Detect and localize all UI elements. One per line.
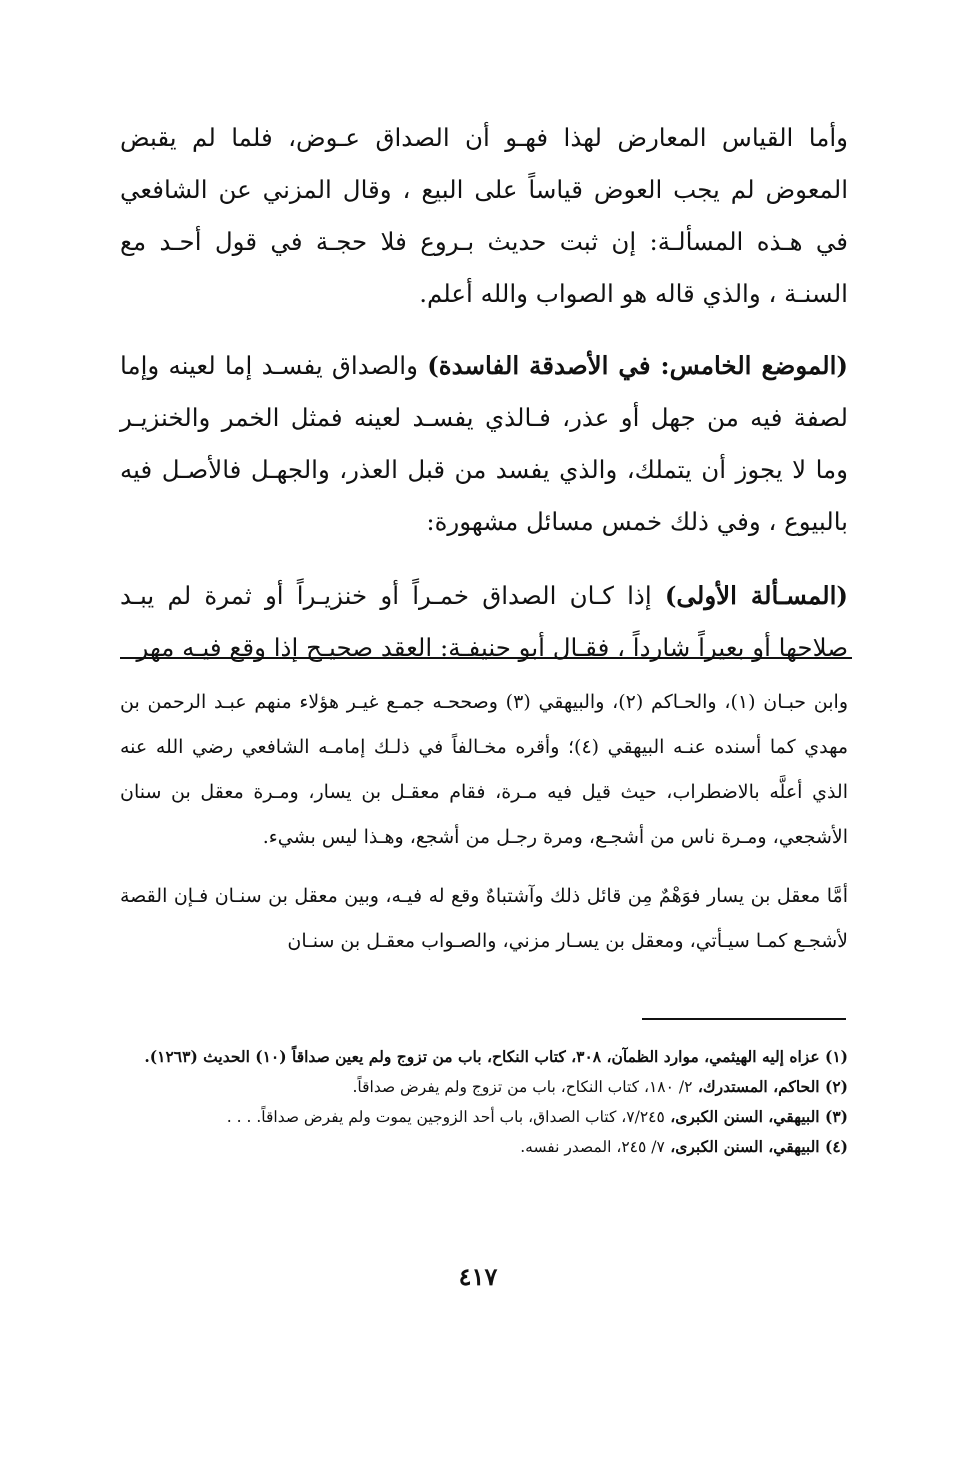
footnote-4 bbox=[120, 1132, 848, 1162]
main-divider bbox=[120, 657, 852, 659]
paragraph-analogy: وأما القياس المعارض لهذا فهـو أن الصداق عـوض، فلما لم يقبض المعوض لم يجب العوض قياساً على البيع ، وقال المزني عن الشافعي في هـذه المسألـة: إن ثبت حديث بـروع فلا حجـة في قول أحـد مع السنـة ، والذي قاله هو الصواب والله أعلم. bbox=[120, 123, 848, 308]
paragraph-fifth-topic bbox=[120, 340, 848, 548]
commentary-text bbox=[120, 680, 848, 978]
footnote-4-source: (٤) البيهقي، السنن الكبرى، bbox=[664, 1137, 848, 1156]
footnote-3 bbox=[120, 1102, 848, 1132]
footnote-2 bbox=[120, 1072, 848, 1102]
commentary-paragraph-2: أمَّا معقل بن يسار فوَهْمٌ مِن قائل ذلك وآشتباهٌ وقع له فيـه، وبين معقل بن سنـان فـإن القصة لأشجـع كمـا سيـأتي، ومعقل بن يسـار مزني، والصـواب معقـل بن سنـان bbox=[120, 885, 848, 952]
footnote-2-detail: ٢/ ١٨٠، كتاب النكاح، باب من تزوج ولم يفرض صداقاً. bbox=[352, 1078, 693, 1096]
heading-first-issue: (المسـألة الأولى) bbox=[664, 581, 849, 610]
paragraph-fifth-topic-body: والصداق يفسـد إما لعينه وإما لصفة فيه من جهل أو عذر، فـالذي يفسـد لعينه فمثل الخمر والخنزيـر وما لا يجوز أن يتملك، والذي يفسد من قبل العذر، والجهـل فالأصـل فيه بالبيوع ، وفي ذلك خمس مسائل مشهورة: bbox=[120, 351, 848, 536]
page-number: ٤١٧ bbox=[458, 1262, 498, 1291]
commentary-paragraph-1: وابن حبـان (١)، والحـاكم (٢)، والبيهقي (٣) وصححـه جمـع غيـر هؤلاء منهم عبـد الرحمن بن مهدي كما أسنده عنـه البيهقي (٤)؛ وأقره مخـالفاً في ذلـك إمامـه الشافعي رضي الله عنه الذي أعلَّه بالاضطراب، حيث قيل فيه مـرة، فقام معقـل بن يسار، ومـرة معقل بن سنان الأشجعي، ومـرة ناس من أشجـع، ومرة رجـل من أشجع، وهـذا ليس بشيء. bbox=[120, 691, 849, 848]
heading-fifth-topic: (الموضع الخامس: في الأصدقة الفاسدة) bbox=[427, 351, 849, 380]
footnote-2-source: (٢) الحاكم، المستدرك، bbox=[692, 1077, 848, 1096]
footnote-divider bbox=[642, 1018, 846, 1020]
footnote-4-detail: ٧/ ٢٤٥، المصدر نفسه. bbox=[520, 1138, 665, 1156]
main-text bbox=[120, 112, 848, 696]
paragraph-first-issue-body: إذا كـان الصداق خمـراً أو خنزيـراً أو ثمرة لم يبـد صلاحها أو بعيراً شارداً ، فقـال أبو حنيفـة: العقد صحيـح إذا وقع فيـه مهر bbox=[120, 581, 848, 662]
footnotes bbox=[120, 1042, 848, 1162]
footnote-3-source: (٣) البيهقي، السنن الكبرى، bbox=[664, 1107, 848, 1126]
footnote-1: (١) عزاه إليه الهيثمي، موارد الظمآن، ٣٠٨، كتاب النكاح، باب من تزوج ولم يعين صداقاً (١٠) الحديث (١٢٦٣). bbox=[144, 1047, 848, 1066]
footnote-3-detail: ٧/٢٤٥، كتاب الصداق، باب أحد الزوجين يموت ولم يفرض صداقاً. . . . bbox=[226, 1108, 665, 1126]
